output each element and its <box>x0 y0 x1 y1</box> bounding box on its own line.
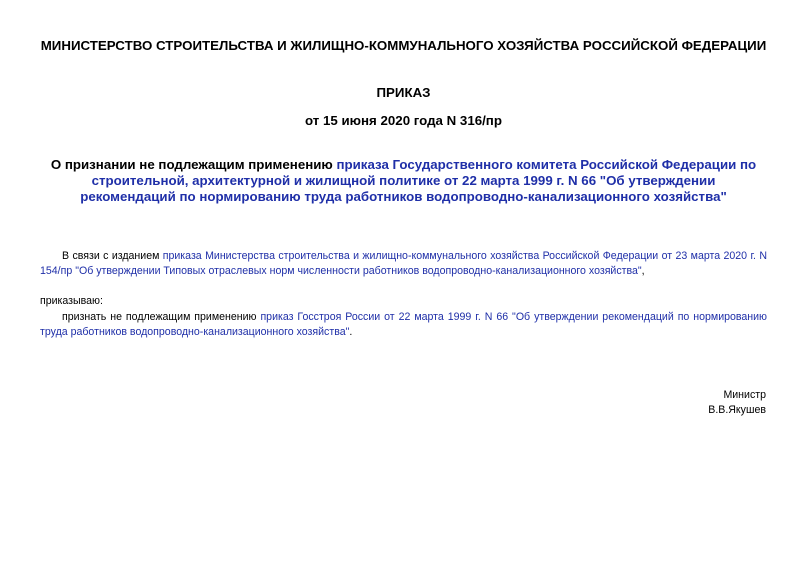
signature-name: В.В.Якушев <box>708 404 766 416</box>
paragraph-decision <box>40 310 767 340</box>
paragraph-reason <box>40 249 767 279</box>
decision-prefix: признать не подлежащим применению <box>62 311 261 323</box>
order-subject <box>44 157 763 205</box>
subject-link[interactable]: приказа Государственного комитета Российской Федерации по строительной, архитектурной и жилищной политике от 22 марта 1999 г. N 66 "Об утверждении рекомендаций по нормированию труда работников водопроводно-канализационного хозяйства" <box>80 157 757 204</box>
paragraph-order-word: приказываю: <box>40 295 103 307</box>
order-heading: ПРИКАЗ <box>376 85 431 100</box>
ministry-title: МИНИСТЕРСТВО СТРОИТЕЛЬСТВА И ЖИЛИЩНО-КОММУНАЛЬНОГО ХОЗЯЙСТВА РОССИЙСКОЙ ФЕДЕРАЦИИ <box>40 38 767 53</box>
signature-title: Министр <box>723 389 766 401</box>
decision-link[interactable]: приказ Госстроя России от 22 марта 1999 г. N 66 "Об утверждении рекомендаций по нормированию труда работников водопроводно-канализационного хозяйства" <box>40 311 768 338</box>
decision-suffix: . <box>349 326 353 338</box>
subject-prefix: О признании не подлежащим применению <box>50 157 337 172</box>
reason-prefix: В связи с изданием <box>62 250 163 262</box>
reason-link[interactable]: приказа Министерства строительства и жилищно-коммунального хозяйства Российской Федерации от 23 марта 2020 г. N 154/пр "Об утверждении Типовых отраслевых норм численности работников водопроводно-канализационного хозяйства" <box>40 250 767 277</box>
reason-suffix: , <box>641 265 645 277</box>
order-date: от 15 июня 2020 года N 316/пр <box>305 113 502 128</box>
